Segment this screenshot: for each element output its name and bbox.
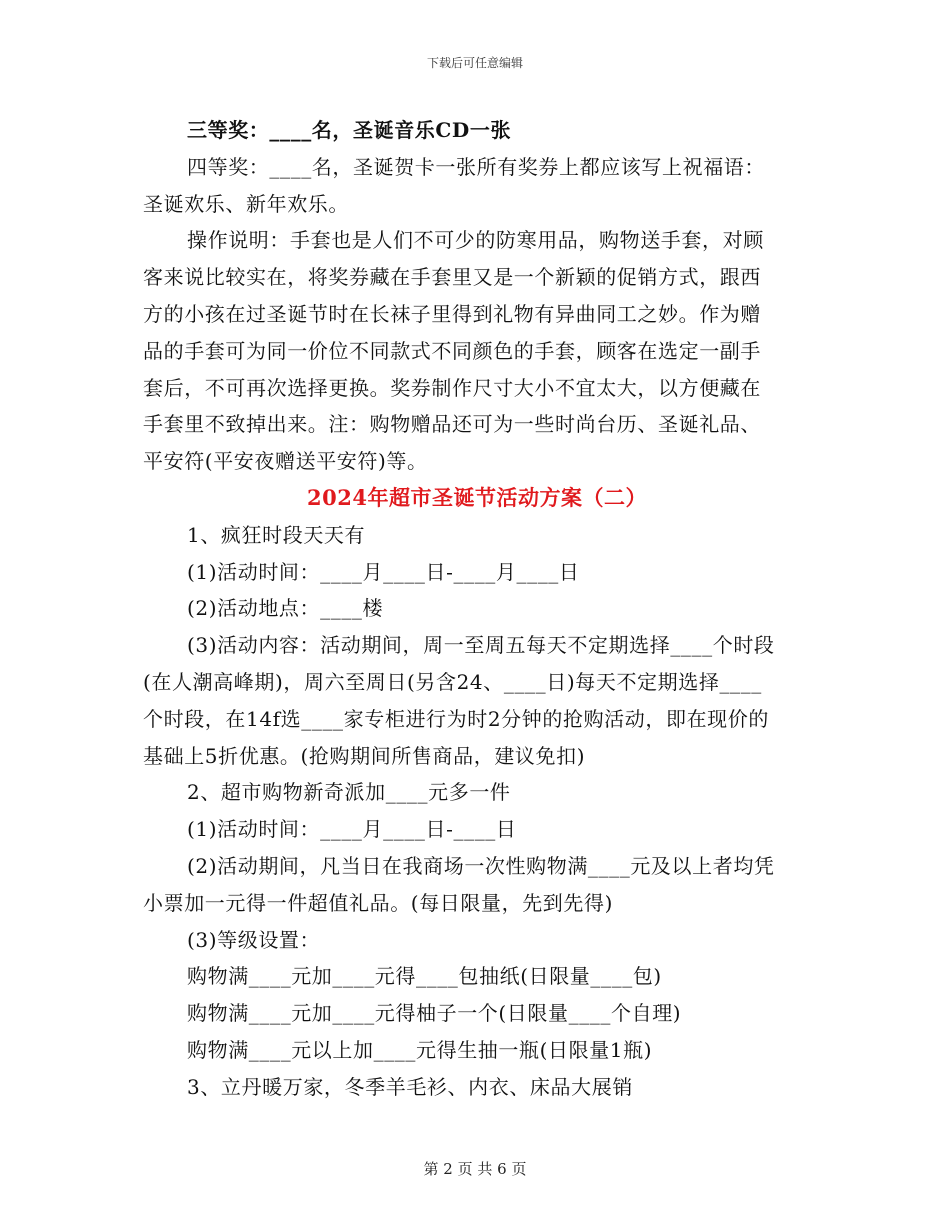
fourth-prize-line: 四等奖：____名，圣诞贺卡一张所有奖券上都应该写上祝福语：: [187, 154, 765, 179]
document-body: [143, 112, 811, 1106]
item-heading: 3、立丹暖万家，冬季羊毛衫、内衣、床品大展销: [187, 1074, 633, 1099]
paragraph-line: 套后，不可再次选择更换。奖券制作尺寸大小不宜太大，以方便藏在: [143, 375, 761, 400]
paragraph-line: 个时段，在14f选____家专柜进行为时2分钟的抢购活动，即在现价的: [143, 706, 769, 731]
item-heading: 2、超市购物新奇派加____元多一件: [187, 780, 511, 805]
download-note: 下载后可任意编辑: [426, 56, 523, 70]
paragraph-line: 手套里不致掉出来。注：购物赠品还可为一些时尚台历、圣诞礼品、: [143, 412, 761, 437]
paragraph-line: 平安符(平安夜赠送平安符)等。: [143, 449, 428, 474]
page-number: 第 2 页 共 6 页: [423, 1160, 527, 1178]
item-heading: 1、疯狂时段天天有: [187, 522, 366, 547]
paragraph-line: 圣诞欢乐、新年欢乐。: [143, 191, 349, 216]
section-title: 2024年超市圣诞节活动方案（二）: [307, 484, 647, 510]
third-prize-line: 三等奖：____名，圣诞音乐CD一张: [187, 118, 512, 142]
paragraph-line: 品的手套可为同一价位不同款式不同颜色的手套，顾客在选定一副手: [143, 338, 761, 363]
activity-time-line: (1)活动时间：____月____日-____日: [187, 817, 517, 842]
paragraph-line: (在人潮高峰期)，周六至周日(另含24、____日)每天不定期选择____: [143, 669, 762, 694]
level-setting-heading: (3)等级设置：: [187, 927, 321, 952]
activity-time-line: (1)活动时间：____月____日-____月____日: [187, 559, 580, 584]
activity-location-line: (2)活动地点：____楼: [187, 596, 384, 621]
level-line: 购物满____元以上加____元得生抽一瓶(日限量1瓶): [187, 1037, 653, 1062]
activity-content-line: (3)活动内容：活动期间，周一至周五每天不定期选择____个时段: [187, 633, 775, 658]
operation-note-line: 操作说明：手套也是人们不可少的防寒用品，购物送手套，对顾: [187, 228, 764, 253]
paragraph-line: 小票加一元得一件超值礼品。(每日限量，先到先得): [143, 890, 614, 915]
paragraph-line: 方的小孩在过圣诞节时在长袜子里得到礼物有异曲同工之妙。作为赠: [143, 301, 761, 326]
level-line: 购物满____元加____元得____包抽纸(日限量____包): [187, 964, 662, 989]
activity-rule-line: (2)活动期间，凡当日在我商场一次性购物满____元及以上者均凭: [187, 853, 775, 878]
paragraph-line: 客来说比较实在，将奖券藏在手套里又是一个新颖的促销方式，跟西: [143, 265, 761, 290]
level-line: 购物满____元加____元得柚子一个(日限量____个自理): [187, 1001, 682, 1026]
paragraph-line: 基础上5折优惠。(抢购期间所售商品，建议免扣): [143, 743, 586, 768]
